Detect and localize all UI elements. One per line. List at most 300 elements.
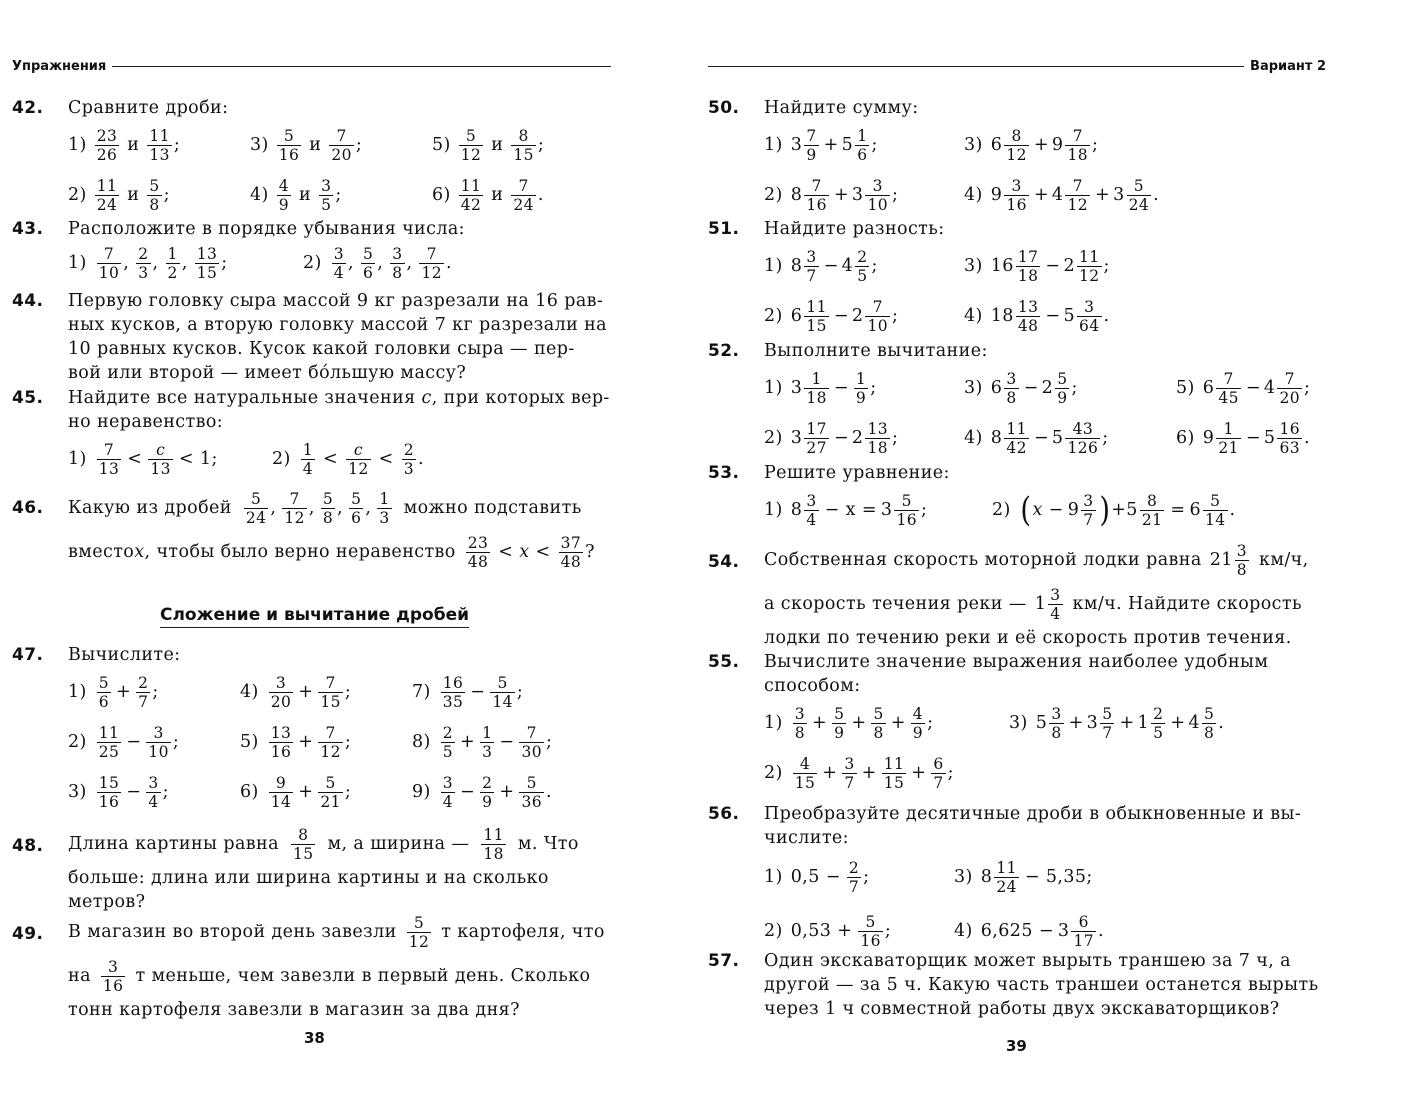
denominator: 16: [806, 195, 827, 214]
fraction: [519, 774, 544, 811]
numerator: 5: [250, 489, 262, 508]
numerator: 8: [518, 126, 529, 145]
denominator: 14: [1205, 510, 1226, 529]
numerator: 5: [351, 489, 362, 508]
mixed-number: [1063, 248, 1103, 285]
exercise-text: В магазин во второй день завезли: [68, 922, 397, 942]
punctuation: ;: [344, 682, 352, 702]
answer-row: [68, 170, 617, 220]
punctuation: ;: [892, 185, 899, 205]
denominator: 14: [492, 692, 513, 711]
denominator: 12: [320, 742, 341, 761]
denominator: 8: [1203, 723, 1215, 742]
denominator: 12: [460, 145, 482, 164]
denominator: 5: [442, 742, 454, 761]
numerator: 17: [1017, 247, 1039, 266]
denominator: 16: [270, 742, 292, 761]
numerator: 3: [333, 244, 345, 263]
operator: −: [126, 782, 142, 802]
denominator: 5: [1153, 723, 1164, 742]
fraction: [882, 755, 907, 792]
whole-part: 2: [851, 306, 864, 326]
exercise-text-line: [68, 486, 617, 530]
numerator: 5: [98, 673, 110, 692]
denominator: 24: [96, 195, 118, 214]
item-label: 1): [68, 253, 87, 273]
answer-row: [764, 413, 1326, 463]
operator: +: [823, 135, 839, 155]
item-label: 3): [964, 135, 983, 155]
numerator: 2: [403, 440, 414, 459]
exercise-49: [12, 910, 617, 1022]
denominator: 10: [98, 263, 120, 282]
fraction: [346, 441, 371, 478]
numerator: 43: [1072, 419, 1094, 438]
exercise-number: 55.: [708, 652, 740, 672]
numerator: 7: [1072, 176, 1083, 195]
denominator: 7: [138, 692, 149, 711]
punctuation: .: [1103, 306, 1110, 326]
header-rule: [112, 66, 611, 67]
item-label: 2): [764, 428, 783, 448]
fraction: [146, 774, 160, 811]
punctuation: ;: [344, 732, 352, 752]
exercise-number: 51.: [708, 219, 740, 239]
denominator: 42: [1006, 438, 1027, 457]
fraction: [291, 826, 316, 863]
denominator: 8: [873, 723, 884, 742]
mixed-number: [134, 674, 152, 711]
numerator: 13: [867, 419, 888, 438]
denominator: 5: [321, 195, 332, 214]
expression: [1176, 370, 1326, 407]
numerator: 5: [834, 704, 845, 723]
mixed-number: [880, 755, 909, 792]
answer-row: [764, 850, 1326, 904]
mixed-number: [991, 420, 1031, 457]
punctuation: ;: [927, 713, 934, 733]
denominator: 4: [302, 459, 314, 478]
expression-text: 0,5 −: [790, 867, 841, 887]
fraction: [1077, 248, 1102, 285]
punctuation: ;: [221, 253, 228, 273]
answer-row: [764, 241, 1326, 291]
operator: +: [833, 185, 849, 205]
whole-part: 4: [1188, 713, 1200, 733]
fraction: [1065, 127, 1090, 164]
mixed-number: [791, 370, 831, 407]
fraction: [842, 755, 856, 792]
numerator: 5: [413, 913, 425, 932]
denominator: 9: [912, 723, 924, 742]
answer-row: [68, 667, 617, 717]
denominator: 42: [460, 195, 482, 214]
fraction: [390, 245, 404, 282]
conjunction: и: [299, 185, 312, 205]
item-label: 6): [240, 782, 259, 802]
item-label: 1): [764, 378, 783, 398]
operator: −: [833, 428, 849, 448]
denominator: 7: [1083, 510, 1094, 529]
punctuation: ;: [1071, 378, 1078, 398]
exercise-number: 48.: [12, 836, 44, 856]
punctuation: ;: [537, 135, 545, 155]
mixed-number: [517, 774, 546, 811]
exercise-48: [12, 822, 617, 914]
numerator: 5: [1133, 176, 1145, 195]
item-label: 2): [68, 732, 87, 752]
fraction: [519, 724, 544, 761]
whole-part: 1: [1034, 594, 1047, 614]
numerator: 4: [799, 754, 811, 773]
numerator: 11: [806, 297, 827, 316]
mixed-number: [316, 724, 345, 761]
exercise-text-line: [764, 582, 1326, 626]
mixed-number: [1210, 542, 1251, 579]
numerator: 2: [482, 773, 493, 792]
punctuation: .: [1304, 428, 1310, 448]
expression-text: 6,625 −: [980, 921, 1054, 941]
denominator: 12: [408, 932, 430, 951]
punctuation: ;: [545, 732, 553, 752]
item-label: 6): [1176, 428, 1195, 448]
numerator: 7: [103, 440, 115, 459]
denominator: 3: [403, 459, 414, 478]
numerator: 3: [1236, 541, 1248, 560]
fraction: [911, 705, 925, 742]
comma: ,: [337, 498, 344, 518]
whole-part: 4: [841, 256, 854, 276]
whole-part: 8: [790, 256, 803, 276]
mixed-number: [791, 177, 831, 214]
fraction: [1140, 492, 1165, 529]
mixed-number: [1052, 420, 1102, 457]
numerator: 3: [872, 176, 883, 195]
exercise-text: Какую из дробей: [68, 498, 232, 518]
denominator: 13: [150, 459, 171, 478]
mixed-number: [1063, 298, 1103, 335]
item-label: 1): [68, 449, 87, 469]
punctuation: ;: [871, 135, 878, 155]
numerator: 11: [883, 754, 905, 773]
item-label: 2): [764, 921, 783, 941]
fraction: [511, 127, 536, 164]
inequality-text: < x <: [498, 542, 551, 562]
mixed-number: [478, 724, 496, 761]
exercise-text: Длина картины равна: [68, 834, 279, 854]
numerator: 4: [278, 176, 290, 195]
expression: [764, 755, 1064, 792]
fraction: [793, 755, 818, 792]
denominator: 24: [996, 877, 1017, 896]
numerator: 5: [526, 773, 537, 792]
operator: +: [1170, 713, 1186, 733]
expression: [964, 298, 1264, 335]
whole-part: 9: [1067, 500, 1080, 520]
expression: [240, 774, 412, 811]
fraction: [1004, 177, 1029, 214]
fraction: [480, 724, 494, 761]
whole-part: 5: [1035, 713, 1048, 733]
operator: +: [1033, 135, 1049, 155]
numerator: 3: [321, 176, 332, 195]
numerator: 13: [270, 723, 292, 742]
mixed-number: [852, 177, 892, 214]
exercise-number: 47.: [12, 645, 44, 665]
denominator: 9: [482, 792, 493, 811]
operator: −: [1245, 428, 1261, 448]
exercise-text-line: через 1 ч совместной работы двух экскаваторщиков?: [764, 999, 1280, 1019]
fraction: [166, 245, 180, 282]
operator: +: [1111, 500, 1127, 520]
exercise-number: 53.: [708, 463, 740, 483]
whole-part: 2: [1063, 256, 1075, 276]
right-running-header: [708, 56, 1326, 76]
punctuation: ;: [884, 921, 892, 941]
denominator: 20: [331, 145, 352, 164]
numerator: 11: [996, 858, 1017, 877]
fraction: [1081, 492, 1095, 529]
mixed-number: [267, 724, 296, 761]
expression: [954, 859, 1214, 896]
comparison-item: [432, 127, 612, 164]
item-label: 1): [68, 135, 87, 155]
numerator: 5: [873, 704, 884, 723]
mixed-number: [488, 674, 517, 711]
fraction: [407, 914, 432, 951]
numerator: 3: [392, 244, 403, 263]
denominator: 26: [96, 145, 118, 164]
denominator: 7: [844, 773, 855, 792]
denominator: 4: [333, 263, 345, 282]
whole-part: 3: [1057, 921, 1070, 941]
numerator: 5: [1102, 704, 1113, 723]
fraction: [1049, 705, 1063, 742]
mixed-number: [1035, 586, 1065, 623]
item-label: 2): [303, 253, 322, 273]
mixed-number: [909, 705, 927, 742]
item-label: 2): [68, 185, 87, 205]
item-label: 6): [432, 185, 451, 205]
item-label: 5): [1176, 378, 1195, 398]
fraction: [318, 674, 343, 711]
fraction: [301, 441, 315, 478]
mixed-number: [478, 774, 496, 811]
fraction: [277, 177, 291, 214]
fraction: [804, 177, 829, 214]
item-label: 2): [272, 449, 291, 469]
exercise-task: Вычислите:: [68, 645, 181, 665]
whole-part: 9: [1051, 135, 1064, 155]
fraction: [511, 177, 536, 214]
numerator: 1: [1223, 419, 1234, 438]
numerator: 17: [806, 419, 827, 438]
numerator: 7: [518, 176, 529, 195]
fraction: [441, 774, 455, 811]
denominator: 9: [806, 145, 817, 164]
exercise-task: Расположите в порядке убывания числа:: [68, 219, 465, 239]
variable-expression: x −: [1032, 500, 1064, 520]
fraction: [1065, 177, 1090, 214]
comma: ,: [348, 253, 354, 273]
paren: (: [1020, 490, 1032, 530]
denominator: 21: [320, 792, 341, 811]
exercise-text-line: [68, 954, 617, 998]
whole-part: 8: [790, 500, 803, 520]
operator: −: [1245, 378, 1261, 398]
fraction: [1127, 177, 1152, 214]
exercise-task: Найдите сумму:: [764, 98, 919, 118]
numerator: 5: [901, 491, 912, 510]
operator: +: [1119, 713, 1135, 733]
left-running-header: [12, 56, 617, 76]
mixed-number: [791, 492, 821, 529]
fraction: [490, 674, 515, 711]
exercise-text: м. Что: [517, 834, 579, 854]
equation-item: [764, 492, 992, 529]
numerator: 7: [526, 723, 537, 742]
fraction: [994, 859, 1019, 896]
denominator: 14: [270, 792, 292, 811]
exercise-number: 43.: [12, 219, 44, 239]
mixed-number: [1138, 705, 1168, 742]
whole-part: 6: [990, 378, 1003, 398]
exercise-52: [708, 339, 1326, 463]
mixed-number: [981, 859, 1021, 896]
numerator: 23: [467, 533, 489, 552]
right-header-title: Вариант 2: [1250, 58, 1326, 74]
numerator: 37: [560, 533, 582, 552]
numerator: 11: [149, 126, 170, 145]
numerator: 7: [325, 673, 336, 692]
denominator: 9: [855, 388, 867, 407]
whole-part: 8: [990, 428, 1003, 448]
item-label: 3): [250, 135, 269, 155]
fraction: [804, 492, 818, 529]
numerator: 16: [1279, 419, 1300, 438]
expression: [764, 859, 954, 896]
comparison-item: [250, 177, 432, 214]
numerator: 7: [1284, 369, 1295, 388]
expression: [764, 370, 964, 407]
numerator: 6: [1078, 912, 1089, 931]
mixed-number: [840, 755, 858, 792]
expression: [68, 724, 240, 761]
mixed-number: [1068, 492, 1098, 529]
mixed-number: [791, 755, 820, 792]
expression: [764, 248, 964, 285]
item-label: 7): [412, 682, 431, 702]
answer-row: [764, 363, 1326, 413]
conjunction: и: [127, 135, 140, 155]
operator: −: [1045, 306, 1061, 326]
numerator: 7: [806, 126, 817, 145]
denominator: 8: [1006, 388, 1017, 407]
expression: [1176, 420, 1326, 457]
denominator: 24: [245, 508, 267, 527]
whole-part: 3: [790, 135, 803, 155]
fraction: [459, 177, 484, 214]
fraction: [349, 490, 363, 527]
numerator: 7: [872, 297, 883, 316]
numerator: 7: [289, 489, 300, 508]
numerator: 2: [857, 247, 868, 266]
fraction: [847, 859, 861, 896]
denominator: 4: [806, 510, 817, 529]
exercise-task: Найдите разность:: [764, 219, 945, 239]
mixed-number: [791, 420, 831, 457]
numerator: 3: [794, 704, 806, 723]
fraction: [1216, 420, 1241, 457]
expression: [240, 724, 412, 761]
numerator: 11: [483, 825, 504, 844]
exercise-text: а скорость течения реки —: [764, 594, 1027, 614]
exercise-text-line: [68, 822, 617, 866]
mixed-number: [991, 177, 1031, 214]
numerator: 16: [442, 673, 464, 692]
exercise-45: [12, 386, 617, 484]
numerator: 5: [865, 912, 876, 931]
right-page: [708, 0, 1326, 1100]
denominator: 8: [1236, 560, 1248, 579]
mixed-number: [791, 298, 831, 335]
mixed-number: [1087, 705, 1117, 742]
denominator: 6: [857, 145, 868, 164]
whole-part: 6: [990, 135, 1003, 155]
denominator: 2: [167, 263, 178, 282]
fraction: [559, 534, 584, 571]
operator: +: [460, 732, 476, 752]
numerator: 7: [325, 723, 336, 742]
expression-text: 0,53 +: [790, 921, 853, 941]
operator: −: [499, 732, 515, 752]
fraction: [459, 127, 484, 164]
punctuation: .: [545, 782, 552, 802]
mixed-number: [1052, 127, 1092, 164]
comma: ,: [365, 498, 372, 518]
operator: +: [298, 682, 314, 702]
fraction: [321, 490, 335, 527]
expression: [764, 705, 1009, 742]
fraction: [804, 420, 829, 457]
left-header-title: Упражнения: [12, 58, 107, 74]
mixed-number: [1052, 177, 1092, 214]
punctuation: ;: [163, 185, 170, 205]
numerator: c: [353, 440, 363, 459]
ordering-item: [68, 245, 303, 282]
numerator: 6: [933, 754, 944, 773]
numerator: 3: [442, 773, 454, 792]
left-page: [12, 0, 617, 1100]
denominator: 9: [834, 723, 845, 742]
denominator: 7: [848, 877, 860, 896]
numerator: 3: [1084, 297, 1095, 316]
whole-part: 4: [1263, 378, 1276, 398]
mixed-number: [1036, 705, 1066, 742]
numerator: 5: [1203, 704, 1215, 723]
punctuation: ;: [1102, 428, 1109, 448]
fraction: [1004, 127, 1029, 164]
denominator: 4: [442, 792, 454, 811]
denominator: 7: [1102, 723, 1113, 742]
item-label: 3): [68, 782, 87, 802]
whole-part: 18: [990, 306, 1014, 326]
operator: +: [116, 682, 132, 702]
denominator: 63: [1279, 438, 1300, 457]
punctuation: ;: [172, 732, 180, 752]
punctuation: ;: [355, 135, 363, 155]
numerator: 2: [1153, 704, 1164, 723]
